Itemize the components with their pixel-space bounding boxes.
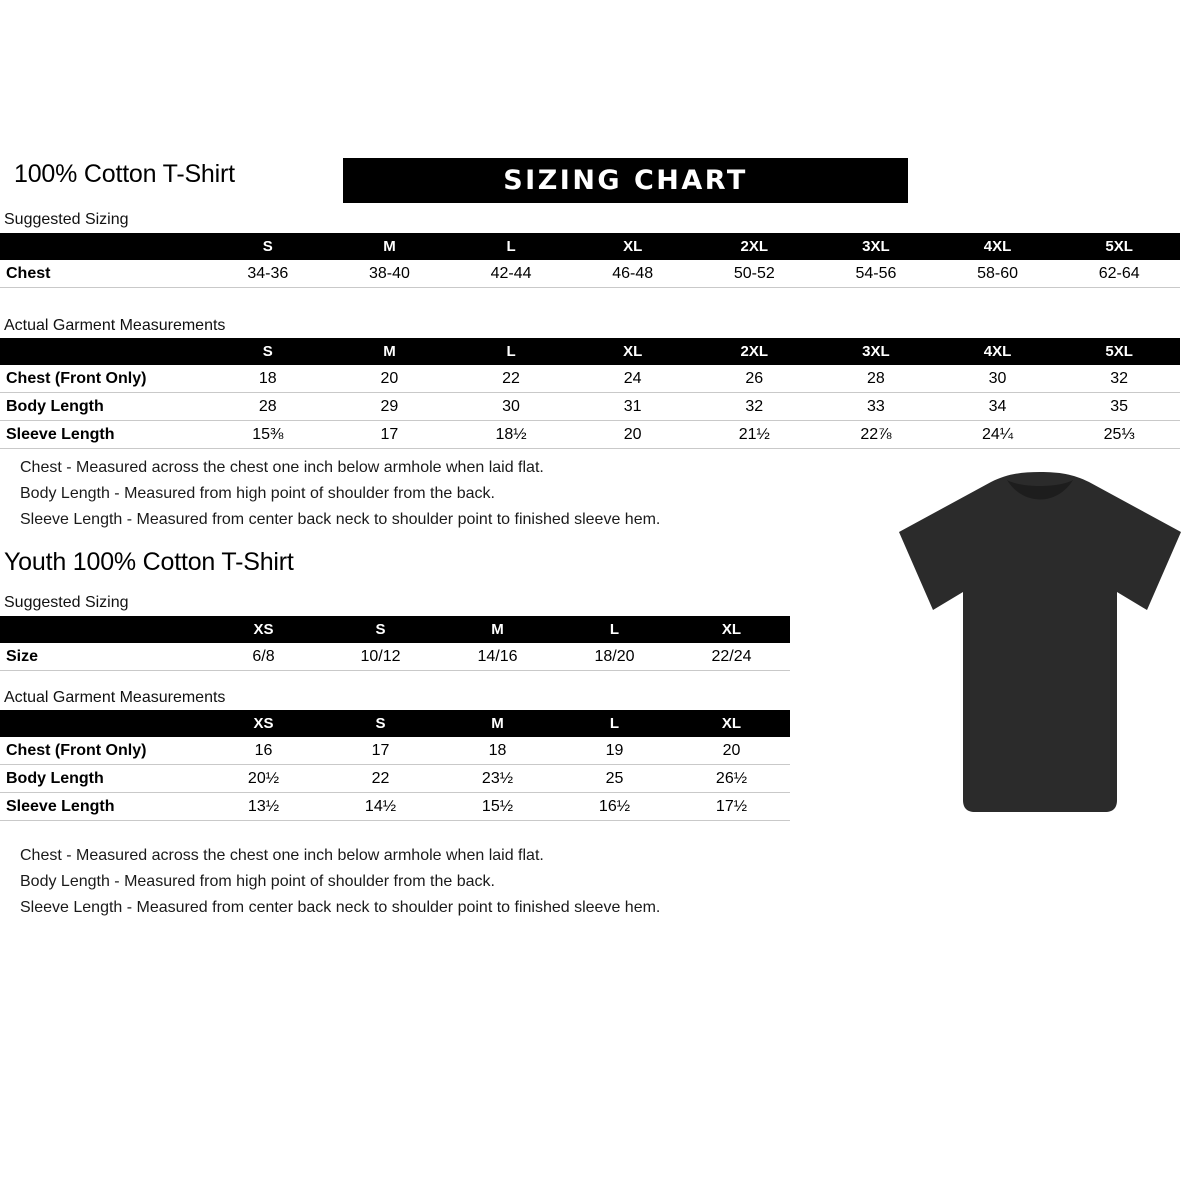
adult-suggested-table xyxy=(0,233,1180,288)
adult-suggested-col-header-5xl: 5XL xyxy=(1105,238,1133,255)
adult-garment-cell: 32 xyxy=(745,398,764,415)
youth-garment-table xyxy=(0,710,790,821)
youth-garment-head xyxy=(0,710,790,737)
adult-garment-cell: 35 xyxy=(1110,398,1129,415)
adult-section-title: 100% Cotton T-Shirt xyxy=(14,160,235,188)
adult-garment-col-header-l: L xyxy=(506,343,516,360)
table-row xyxy=(0,643,790,671)
youth-garment-col-header-xs: XS xyxy=(253,715,274,732)
adult-garment-col-header-4xl: 4XL xyxy=(983,343,1012,360)
adult-suggested-col-header-xl: XL xyxy=(623,238,643,255)
adult-garment-cell: 17 xyxy=(380,426,399,443)
adult-garment-col-header-xl: XL xyxy=(623,343,643,360)
youth-garment-cell: 22 xyxy=(371,770,390,787)
adult-garment-cell: 20 xyxy=(623,426,642,443)
table-row xyxy=(0,793,790,821)
adult-garment-cell: 20 xyxy=(380,370,399,387)
youth-suggested-table xyxy=(0,616,790,671)
adult-garment-cell: 34 xyxy=(988,398,1007,415)
table-row xyxy=(0,260,1180,288)
youth-garment-cell: 19 xyxy=(605,742,624,759)
youth-garment-col-header-xl: XL xyxy=(721,715,742,732)
youth-suggested-col-header-l: L xyxy=(609,621,620,638)
youth-garment-col-header-s: S xyxy=(375,715,386,732)
youth-garment-cell: 14½ xyxy=(364,798,397,815)
adult-garment-cell: 18½ xyxy=(495,426,527,443)
youth-garment-cell: 17 xyxy=(371,742,390,759)
adult-garment-col-header-5xl: 5XL xyxy=(1105,343,1133,360)
adult-garment-cell: 33 xyxy=(867,398,885,415)
t-shirt-illustration xyxy=(895,470,1185,815)
adult-suggested-col-header-label xyxy=(0,233,207,260)
table-header-row xyxy=(0,338,1180,365)
youth-suggested-col-header-m: M xyxy=(491,621,504,638)
adult-note: Chest - Measured across the chest one inch below armhole when laid flat. xyxy=(20,459,544,476)
youth-suggested-cell: 6/8 xyxy=(252,648,275,665)
adult-suggested-col-header-s: S xyxy=(262,238,273,255)
adult-garment-cell: 29 xyxy=(380,398,399,415)
adult-garment-col-header-2xl: 2XL xyxy=(740,343,769,360)
youth-garment-cell: 23½ xyxy=(481,770,514,787)
youth-garment-col-header-l: L xyxy=(609,715,620,732)
youth-garment-row-label: Chest (Front Only) xyxy=(6,742,147,759)
adult-note: Sleeve Length - Measured from center back neck to shoulder point to finished sleeve hem. xyxy=(20,511,661,528)
adult-garment-row-label: Chest (Front Only) xyxy=(6,370,147,387)
youth-suggested-col-header-label xyxy=(0,616,205,643)
youth-suggested-cell: 18/20 xyxy=(594,648,635,665)
adult-suggested-cell: 50-52 xyxy=(733,265,775,282)
adult-garment-label: Actual Garment Measurements xyxy=(4,317,226,334)
adult-garment-cell: 21½ xyxy=(738,426,770,443)
table-header-row xyxy=(0,616,790,643)
sizing-chart-banner-label: SIZING CHART xyxy=(503,165,748,196)
adult-garment-cell: 31 xyxy=(623,398,642,415)
youth-garment-cell: 13½ xyxy=(247,798,280,815)
adult-suggested-col-header-3xl: 3XL xyxy=(862,238,890,255)
t-shirt-icon xyxy=(895,470,1185,815)
youth-suggested-head xyxy=(0,616,790,643)
youth-garment-cell: 25 xyxy=(605,770,624,787)
youth-suggested-cell: 14/16 xyxy=(477,648,518,665)
adult-garment-col-header-s: S xyxy=(262,343,273,360)
adult-garment-col-header-label xyxy=(0,338,207,365)
table-row xyxy=(0,421,1180,449)
youth-suggested-col-header-s: S xyxy=(375,621,386,638)
table-row xyxy=(0,765,790,793)
youth-garment-cell: 26½ xyxy=(715,770,748,787)
adult-suggested-cell: 38-40 xyxy=(368,265,410,282)
adult-garment-cell: 26 xyxy=(745,370,764,387)
youth-garment-cell: 16 xyxy=(254,742,273,759)
adult-garment-cell: 22 xyxy=(502,370,520,387)
youth-suggested-cell: 22/24 xyxy=(711,648,752,665)
adult-garment-cell: 32 xyxy=(1110,370,1129,387)
youth-measurement-notes xyxy=(20,843,660,921)
adult-suggested-cell: 34-36 xyxy=(247,265,289,282)
adult-suggested-col-header-2xl: 2XL xyxy=(740,238,769,255)
adult-garment-cell: 28 xyxy=(867,370,885,387)
adult-garment-row-label: Sleeve Length xyxy=(6,426,115,443)
adult-garment-cell: 30 xyxy=(988,370,1007,387)
adult-garment-cell: 24¼ xyxy=(981,426,1014,443)
adult-measurement-notes xyxy=(20,455,660,533)
youth-garment-body xyxy=(0,737,790,821)
youth-garment-cell: 20 xyxy=(722,742,741,759)
adult-garment-head xyxy=(0,338,1180,365)
youth-garment-cell: 18 xyxy=(488,742,507,759)
adult-garment-col-header-3xl: 3XL xyxy=(862,343,890,360)
adult-garment-col-header-m: M xyxy=(383,343,396,360)
adult-garment-cell: 15⅜ xyxy=(252,426,284,443)
youth-note: Chest - Measured across the chest one inch below armhole when laid flat. xyxy=(20,847,544,864)
youth-garment-cell: 17½ xyxy=(715,798,748,815)
adult-suggested-head xyxy=(0,233,1180,260)
youth-suggested-col-header-xs: XS xyxy=(253,621,274,638)
adult-garment-cell: 22⅞ xyxy=(860,426,892,443)
youth-garment-cell: 15½ xyxy=(481,798,514,815)
table-row xyxy=(0,737,790,765)
adult-garment-cell: 24 xyxy=(623,370,642,387)
youth-garment-row-label: Sleeve Length xyxy=(6,798,115,815)
adult-garment-body xyxy=(0,365,1180,449)
adult-suggested-col-header-l: L xyxy=(506,238,516,255)
adult-garment-row-label: Body Length xyxy=(6,398,104,415)
youth-suggested-cell: 10/12 xyxy=(360,648,401,665)
adult-garment-cell: 28 xyxy=(258,398,277,415)
adult-suggested-row-label: Chest xyxy=(6,265,51,282)
adult-suggested-cell: 58-60 xyxy=(977,265,1019,282)
youth-section-title: Youth 100% Cotton T-Shirt xyxy=(4,548,294,576)
adult-garment-cell: 30 xyxy=(502,398,520,415)
youth-note: Sleeve Length - Measured from center back neck to shoulder point to finished sleeve hem. xyxy=(20,899,661,916)
adult-suggested-cell: 54-56 xyxy=(855,265,897,282)
youth-garment-label: Actual Garment Measurements xyxy=(4,689,226,706)
youth-garment-row-label: Body Length xyxy=(6,770,104,787)
sizing-chart-banner xyxy=(343,158,908,203)
chart-header xyxy=(10,160,1190,202)
adult-suggested-body xyxy=(0,260,1180,288)
youth-garment-col-header-label xyxy=(0,710,205,737)
youth-garment-cell: 16½ xyxy=(598,798,631,815)
youth-garment-cell: 20½ xyxy=(247,770,280,787)
table-row xyxy=(0,365,1180,393)
adult-garment-cell: 25⅓ xyxy=(1103,426,1135,443)
adult-suggested-col-header-m: M xyxy=(383,238,396,255)
youth-suggested-row-label: Size xyxy=(6,648,39,665)
youth-garment-col-header-m: M xyxy=(491,715,504,732)
adult-note: Body Length - Measured from high point of shoulder from the back. xyxy=(20,485,495,502)
youth-suggested-body xyxy=(0,643,790,671)
youth-suggested-col-header-xl: XL xyxy=(721,621,742,638)
table-row xyxy=(0,393,1180,421)
youth-suggested-label: Suggested Sizing xyxy=(4,594,129,611)
adult-garment-table xyxy=(0,338,1180,449)
table-header-row xyxy=(0,233,1180,260)
adult-suggested-cell: 46-48 xyxy=(612,265,654,282)
adult-suggested-cell: 62-64 xyxy=(1098,265,1140,282)
youth-note: Body Length - Measured from high point of shoulder from the back. xyxy=(20,873,495,890)
adult-suggested-label: Suggested Sizing xyxy=(4,211,129,228)
adult-suggested-col-header-4xl: 4XL xyxy=(983,238,1012,255)
adult-garment-cell: 18 xyxy=(258,370,277,387)
table-header-row xyxy=(0,710,790,737)
adult-suggested-cell: 42-44 xyxy=(490,265,532,282)
